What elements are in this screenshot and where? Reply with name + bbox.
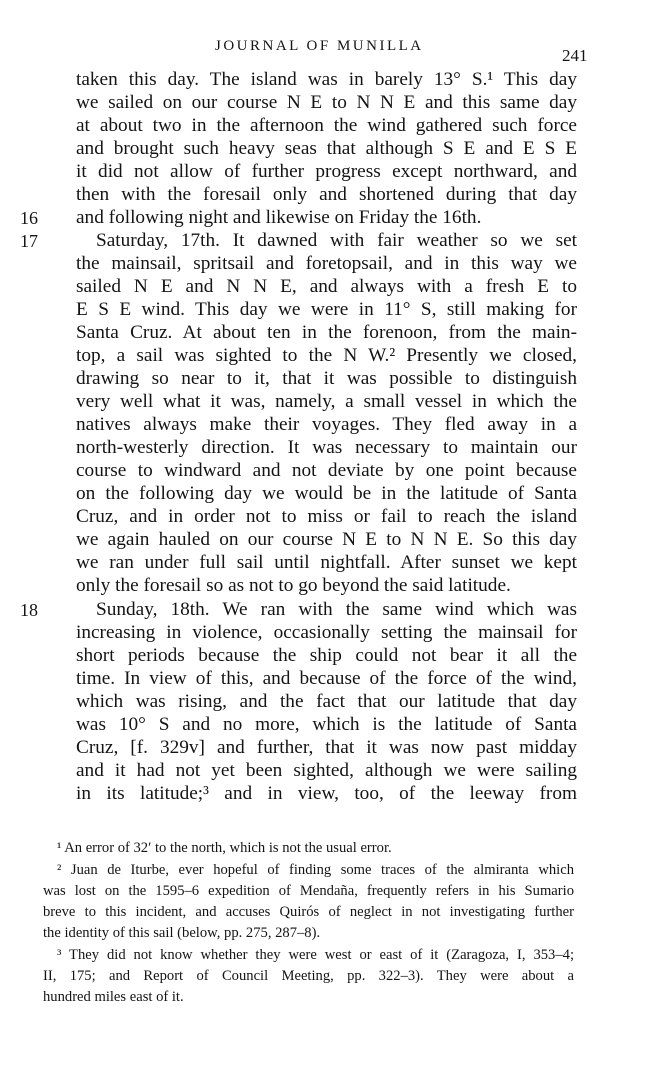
- text-line: was 10° S and no more, which is the latitude of Santa: [76, 714, 577, 735]
- text-line: it did not allow of further progress except northward, and: [76, 161, 577, 182]
- text-line: the mainsail, spritsail and foretopsail, and in this way we: [76, 253, 577, 274]
- footnote-line: was lost on the 1595–6 expedition of Mendaña, frequently refers in his Sumario: [43, 883, 574, 899]
- footnote-line: ³ They did not know whether they were west or east of it (Zaragoza, I, 353–4;: [57, 947, 574, 963]
- text-line: sailed N E and N N E, and always with a fresh E to: [76, 276, 577, 297]
- text-line: top, a sail was sighted to the N W.² Presently we closed,: [76, 345, 577, 366]
- text-line: Cruz, and in order not to miss or fail to reach the island: [76, 506, 577, 527]
- text-line: drawing so near to it, that it was possible to distinguish: [76, 368, 577, 389]
- text-line: E S E wind. This day we were in 11° S, still making for: [76, 299, 577, 320]
- footnote-line: ² Juan de Iturbe, ever hopeful of finding some traces of the almiranta which: [57, 862, 574, 878]
- margin-date-number: 18: [20, 600, 38, 620]
- footnote-line: ¹ An error of 32′ to the north, which is not the usual error.: [57, 840, 392, 856]
- text-line: increasing in violence, occasionally setting the mainsail for: [76, 622, 577, 643]
- text-line: Sunday, 18th. We ran with the same wind which was: [96, 599, 577, 620]
- text-line: in its latitude;³ and in view, too, of the leeway from: [76, 783, 577, 804]
- text-line: natives always make their voyages. They fled away in a: [76, 414, 577, 435]
- text-line: short periods because the ship could not bear it all the: [76, 645, 577, 666]
- margin-date-number: 16: [20, 208, 38, 228]
- footnote-line: the identity of this sail (below, pp. 275, 287–8).: [43, 925, 321, 941]
- text-line: Saturday, 17th. It dawned with fair weather so we set: [96, 230, 577, 251]
- text-line: and it had not yet been sighted, although we were sailing: [76, 760, 577, 781]
- text-line: only the foresail so as not to go beyond the said latitude.: [76, 575, 511, 596]
- footnote-line: hundred miles east of it.: [43, 989, 184, 1005]
- text-line: and following night and likewise on Friday the 16th.: [76, 207, 482, 228]
- text-line: time. In view of this, and because of the force of the wind,: [76, 668, 577, 689]
- text-line: on the following day we would be in the latitude of Santa: [76, 483, 577, 504]
- text-line: very well what it was, namely, a small vessel in which the: [76, 391, 577, 412]
- running-title: JOURNAL OF MUNILLA: [215, 38, 424, 54]
- text-line: which was rising, and the fact that our latitude that day: [76, 691, 577, 712]
- text-line: Cruz, [f. 329v] and further, that it was now past midday: [76, 737, 577, 758]
- text-line: course to windward and not deviate by one point because: [76, 460, 577, 481]
- margin-date-number: 17: [20, 231, 38, 251]
- text-line: then with the foresail only and shortened during that day: [76, 184, 577, 205]
- text-line: north-westerly direction. It was necessary to maintain our: [76, 437, 577, 458]
- text-line: we sailed on our course N E to N N E and this same day: [76, 92, 577, 113]
- text-line: we again hauled on our course N E to N N E. So this day: [76, 529, 577, 550]
- text-line: taken this day. The island was in barely 13° S.¹ This day: [76, 69, 577, 90]
- text-line: we ran under full sail until nightfall. After sunset we kept: [76, 552, 577, 573]
- text-line: and brought such heavy seas that although S E and E S E: [76, 138, 577, 159]
- text-line: at about two in the afternoon the wind gathered such force: [76, 115, 577, 136]
- footnote-line: II, 175; and Report of Council Meeting, pp. 322–3). They were about a: [43, 968, 574, 984]
- footnote-line: breve to this incident, and accuses Quirós of neglect in not investigating further: [43, 904, 574, 920]
- page-number: 241: [562, 46, 588, 65]
- text-line: Santa Cruz. At about ten in the forenoon, from the main-: [76, 322, 577, 343]
